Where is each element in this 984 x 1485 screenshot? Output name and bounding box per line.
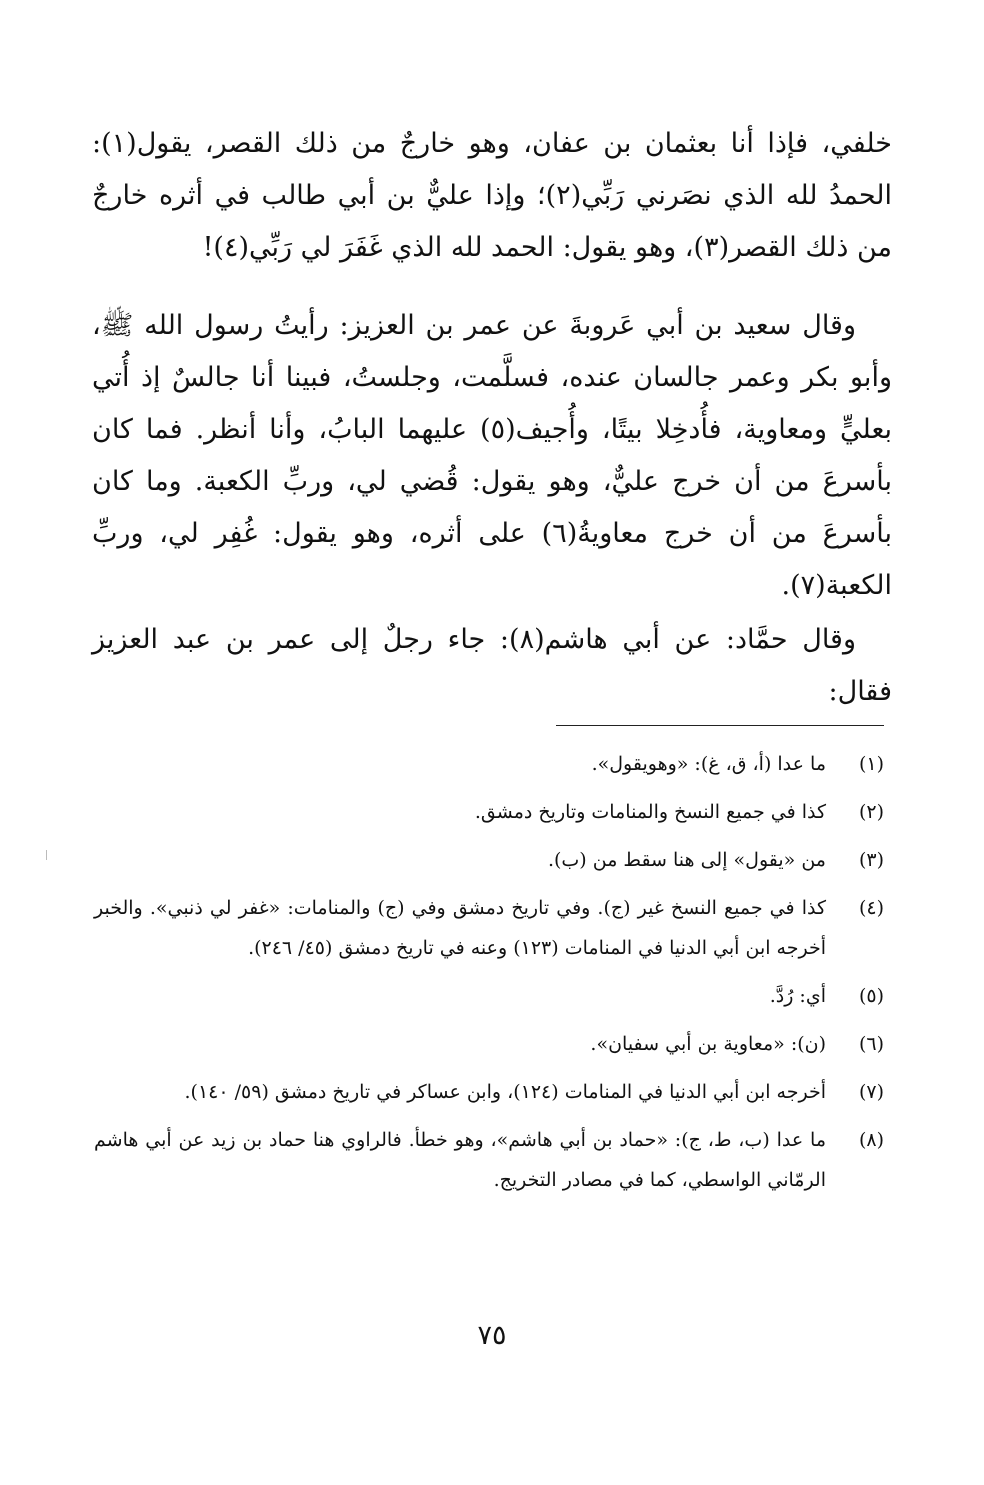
footnote-6: [94, 1024, 884, 1064]
footnote-text: كذا في جميع النسخ غير (ج). وفي تاريخ دمشق وفي (ج) والمنامات: «غفر لي ذنبي». والخبر أخرجه ابن أبي الدنيا في المنامات (١٢٣) وعنه في تاريخ دمشق (٤٥/ ٢٤٦).: [94, 897, 826, 959]
footnote-text: من «يقول» إلى هنا سقط من (ب).: [547, 849, 826, 871]
footnote-5: [94, 976, 884, 1016]
footnote-number: (٤): [858, 897, 884, 919]
margin-speck: [46, 850, 47, 860]
footnote-text: ما عدا (أ، ق، غ): «وهويقول».: [591, 753, 826, 775]
footnote-2: [94, 792, 884, 832]
footnote-number: (٣): [858, 849, 884, 871]
page-number: ٧٥: [477, 1320, 507, 1351]
footnote-text: كذا في جميع النسخ والمنامات وتاريخ دمشق.: [474, 801, 826, 823]
footnote-4: [94, 888, 884, 968]
footnote-text: أي: رُدَّ.: [769, 985, 826, 1007]
footnotes-list: [94, 744, 884, 1208]
footnote-text: ما عدا (ب، ط، ج): «حماد بن أبي هاشم»، وهو خطأ. فالراوي هنا حماد بن زيد عن أبي هاشم الرمّاني الواسطي، كما في مصادر التخريج.: [94, 1129, 826, 1191]
footnote-text: أخرجه ابن أبي الدنيا في المنامات (١٢٤)، وابن عساكر في تاريخ دمشق (٥٩/ ١٤٠).: [184, 1081, 826, 1103]
footnote-7: [94, 1072, 884, 1112]
main-paragraph-2: وقال سعيد بن أبي عَروبةَ عن عمر بن العزيز: رأيتُ رسول الله ﷺ، وأبو بكر وعمر جالسان عنده، فسلَّمت، وجلستُ، فبينا أنا جالسٌ إذ أُتي بعليٍّ ومعاوية، فأُدخِلا بيتًا، وأُجيف(٥) عليهما البابُ، وأنا أنظر. فما كان بأسرعَ من أن خرج عليٌّ، وهو يقول: قُضي لي، وربِّ الكعبة. وما كان بأسرعَ من أن خرج معاويةُ(٦) على أثره، وهو يقول: غُفِر لي، وربِّ الكعبة(٧).: [92, 310, 892, 601]
footnote-number: (٢): [858, 801, 884, 823]
footnote-number: (١): [858, 753, 884, 775]
footnote-8: [94, 1120, 884, 1200]
footnote-number: (٥): [858, 985, 884, 1007]
footnote-number: (٦): [858, 1033, 884, 1055]
main-paragraph-1: خلفي، فإذا أنا بعثمان بن عفان، وهو خارجٌ من ذلك القصر، يقول(١): الحمدُ لله الذي نصَرني رَبِّي(٢)؛ وإذا عليٌّ بن أبي طالب في أثره خارجٌ من ذلك القصر(٣)، وهو يقول: الحمد لله الذي غَفَرَ لي رَبِّي(٤)!: [92, 128, 892, 263]
footnote-text: (ن): «معاوية بن أبي سفيان».: [590, 1033, 826, 1055]
footnote-separator: [556, 725, 884, 726]
footnote-number: (٨): [858, 1129, 884, 1151]
footnote-3: [94, 840, 884, 880]
footnote-number: (٧): [858, 1081, 884, 1103]
footnote-1: [94, 744, 884, 784]
main-paragraph-3: وقال حمَّاد: عن أبي هاشم(٨): جاء رجلٌ إلى عمر بن عبد العزيز فقال:: [92, 624, 892, 707]
